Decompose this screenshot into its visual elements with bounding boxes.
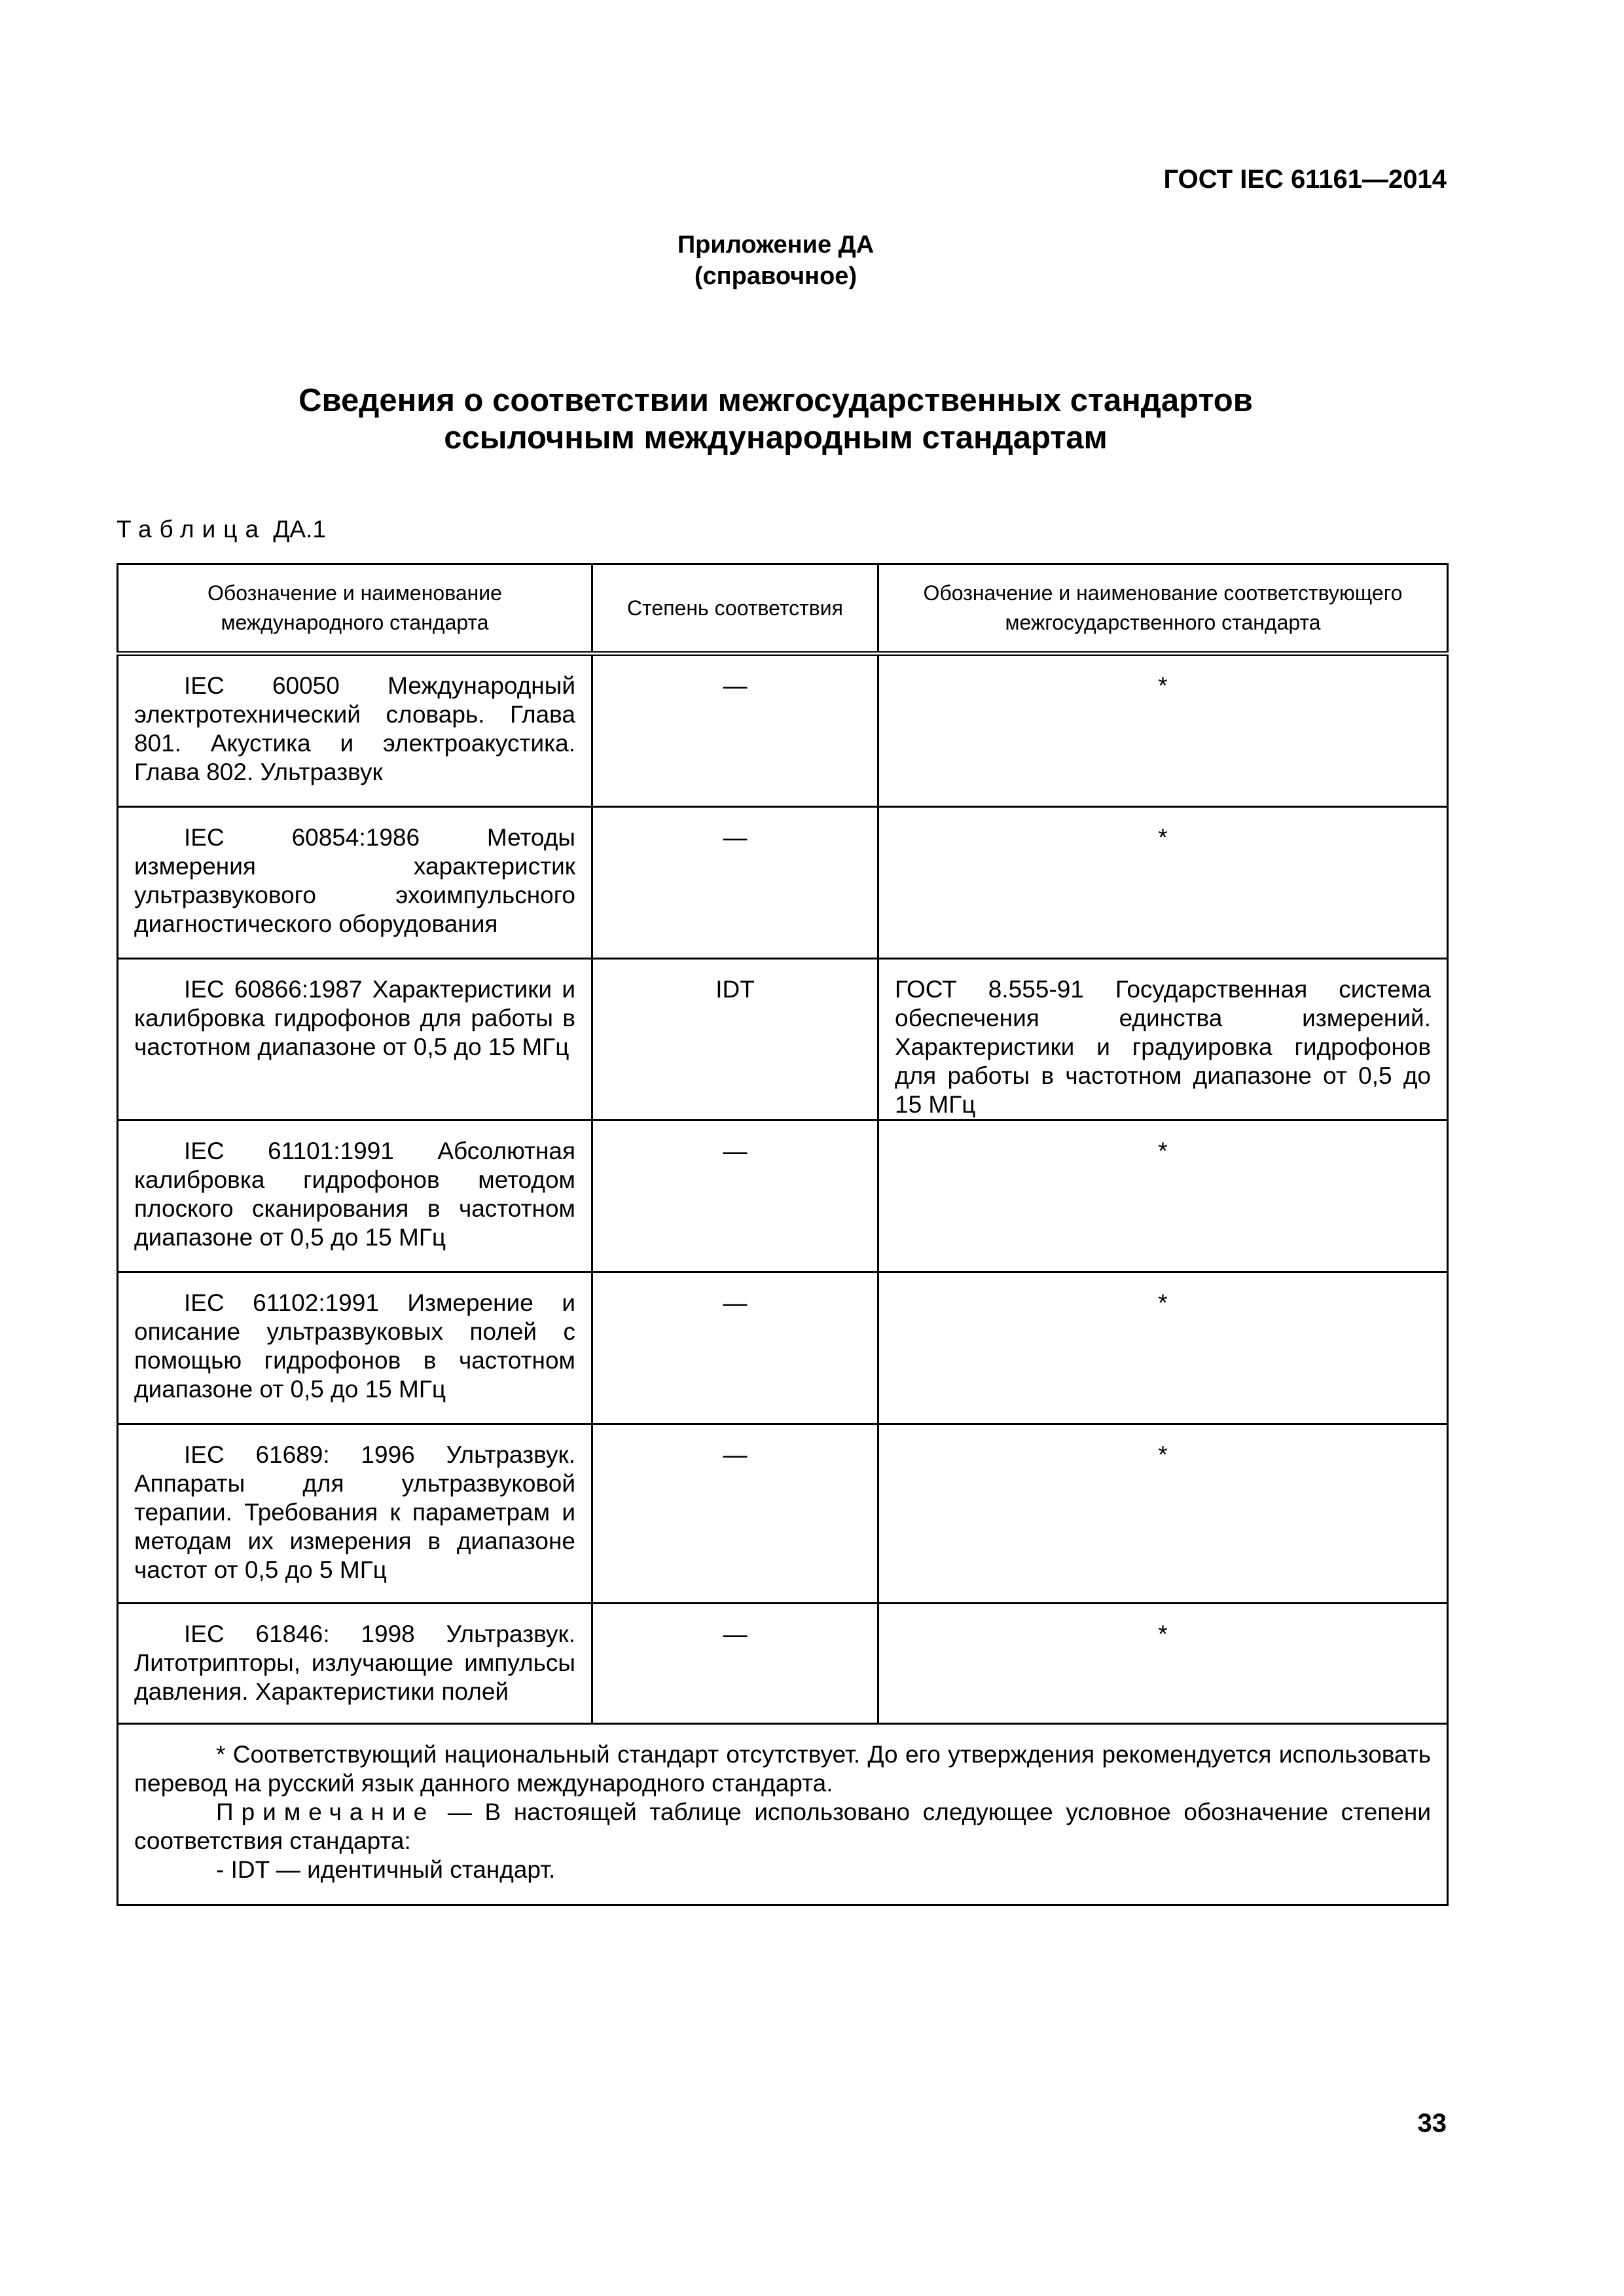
table-footer-cell	[118, 1724, 1448, 1905]
cell-degree: —	[592, 1604, 878, 1724]
table-row	[118, 1604, 1448, 1724]
header-interstate-standard: Обозначение и наименование соответствующего межгосударственного стандарта	[878, 564, 1448, 654]
cell-correspondent: *	[878, 807, 1448, 959]
standards-table	[117, 563, 1449, 1906]
cell-degree: —	[592, 1424, 878, 1604]
table-row	[118, 1272, 1448, 1424]
table-header-row	[118, 564, 1448, 654]
appendix-heading	[0, 229, 1551, 292]
cell-degree: —	[592, 807, 878, 959]
table-note	[134, 1798, 1431, 1856]
cell-correspondent: *	[878, 1604, 1448, 1724]
idt-legend: - IDT — идентичный стандарт.	[216, 1856, 556, 1883]
cell-standard: IEC 61102:1991 Измерение и описание ультразвуковых полей с помощью гидрофонов в частотном диапазоне от 0,5 до 15 МГц	[118, 1272, 592, 1424]
note-label: Примечание	[216, 1799, 435, 1825]
appendix-type: (справочное)	[694, 262, 857, 290]
table-row	[118, 654, 1448, 807]
page-title-line-2: ссылочным международным стандартам	[444, 420, 1108, 456]
table-row	[118, 959, 1448, 1121]
cell-degree: —	[592, 654, 878, 807]
table-footer-row	[118, 1724, 1448, 1905]
cell-standard: IEC 61689: 1996 Ультразвук. Аппараты для ультразвуковой терапии. Требования к параметрам и методам их измерения в диапазоне частот от 0,5 до 5 МГц	[118, 1424, 592, 1604]
page-number: 33	[1417, 2109, 1447, 2138]
table-row	[118, 807, 1448, 959]
cell-standard: IEC 60866:1987 Характеристики и калибровка гидрофонов для работы в частотном диапазоне от 0,5 до 15 МГц	[118, 959, 592, 1121]
page-title-line-1: Сведения о соответствии межгосударственных стандартов	[298, 383, 1253, 418]
header-international-standard: Обозначение и наименование международного стандарта	[118, 564, 592, 654]
table-caption-id: ДА.1	[273, 516, 326, 543]
table-caption-word: Таблица	[117, 516, 267, 543]
cell-degree: —	[592, 1272, 878, 1424]
cell-correspondent: *	[878, 654, 1448, 807]
table-row	[118, 1121, 1448, 1272]
cell-correspondent: ГОСТ 8.555-91 Государственная система обеспечения единства измерений. Характеристики и градуировка гидрофонов для работы в частотном диапазоне от 0,5 до 15 МГц	[878, 959, 1448, 1121]
cell-degree: IDT	[592, 959, 878, 1121]
page-title	[0, 382, 1551, 457]
cell-correspondent: *	[878, 1121, 1448, 1272]
cell-standard: IEC 61101:1991 Абсолютная калибровка гидрофонов методом плоского сканирования в частотном диапазоне от 0,5 до 15 МГц	[118, 1121, 592, 1272]
cell-degree: —	[592, 1121, 878, 1272]
table-row	[118, 1424, 1448, 1604]
document-header: ГОСТ IEC 61161—2014	[1163, 165, 1447, 194]
table-caption	[117, 516, 326, 543]
appendix-title: Приложение ДА	[677, 231, 875, 259]
note-text: — В настоящей таблице использовано следующее условное обозначение степени соответствия стандарта:	[134, 1799, 1432, 1854]
cell-standard: IEC 60854:1986 Методы измерения характеристик ультразвукового эхоимпульсного диагностического оборудования	[118, 807, 592, 959]
header-degree: Степень соответствия	[592, 564, 878, 654]
cell-standard: IEC 61846: 1998 Ультразвук. Литотрипторы, излучающие импульсы давления. Характеристики полей	[118, 1604, 592, 1724]
footnote: * Соответствующий национальный стандарт отсутствует. До его утверждения рекомендуется использовать перевод на русский язык данного международного стандарта.	[134, 1741, 1431, 1797]
cell-correspondent: *	[878, 1424, 1448, 1604]
cell-standard: IEC 60050 Международный электротехнический словарь. Глава 801. Акустика и электроакустика. Глава 802. Ультразвук	[118, 654, 592, 807]
cell-correspondent: *	[878, 1272, 1448, 1424]
